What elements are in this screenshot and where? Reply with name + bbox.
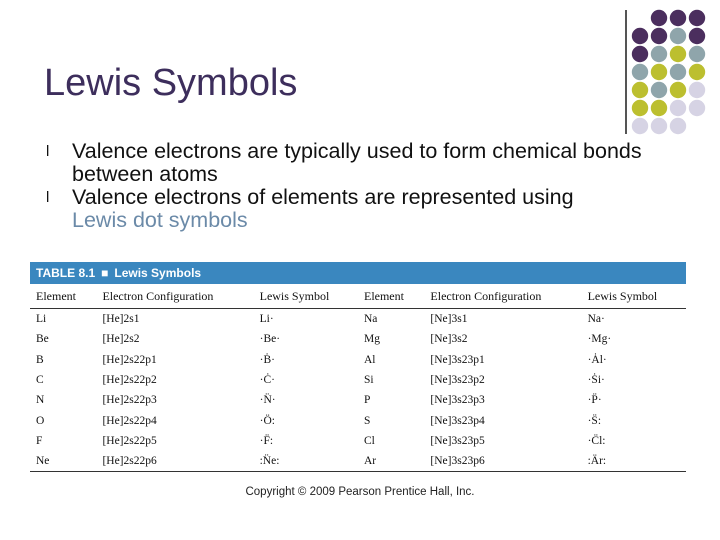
table-cell: [He]2s2 (102, 333, 140, 346)
table-cell: ·Ċ· (259, 374, 275, 387)
bullet-list (46, 140, 706, 232)
table-caption-separator: ■ (101, 266, 109, 280)
decorative-dot (651, 28, 667, 44)
decorative-dot (689, 82, 705, 98)
table-cell: [Ne]3s23p4 (430, 414, 485, 427)
decorative-dot (632, 82, 648, 98)
table-cell: ·Be· (259, 333, 281, 346)
table-cell: Al (363, 353, 376, 366)
decorative-dot (670, 46, 686, 62)
decorative-vertical-rule (625, 10, 627, 134)
column-header: Lewis Symbol (582, 284, 686, 309)
table-cell: Li (36, 313, 47, 326)
decorative-dot (689, 10, 705, 26)
decorative-dot (670, 28, 686, 44)
bullet-item (46, 186, 706, 232)
table-cell: ·P̈· (587, 394, 602, 407)
table-cell: :Är: (582, 451, 686, 472)
table-cell: [He]2s1 (102, 313, 140, 326)
table-cell: Na (363, 313, 378, 326)
table-cell: Cl (363, 434, 375, 447)
table-cell: O (36, 414, 45, 427)
copyright-notice: Copyright © 2009 Pearson Prentice Hall, Inc. (245, 486, 475, 498)
table-caption-label: TABLE 8.1 (36, 266, 96, 280)
table-row (30, 451, 686, 472)
table-cell: F (36, 434, 43, 447)
table-cell: N (36, 394, 45, 407)
table-cell: ·Ȧl· (587, 353, 607, 366)
table-row (30, 350, 686, 370)
decorative-dot (632, 46, 648, 62)
table-cell: ·C̈l: (587, 434, 606, 447)
table-cell: [Ne]3s23p3 (430, 394, 485, 407)
table-cell: Si (363, 374, 374, 387)
decorative-dot (632, 100, 648, 116)
table-cell: ·Ṡi· (587, 374, 605, 387)
decorative-dot (651, 10, 667, 26)
decorative-dot (651, 118, 667, 134)
table-cell: [He]2s22p2 (102, 374, 157, 387)
table-cell: [He]2s22p4 (102, 414, 157, 427)
table-cell: [Ne]3s23p5 (430, 434, 485, 447)
bullet-text-continuation: Lewis dot symbols (72, 208, 248, 232)
table-cell: [Ne]3s23p2 (430, 374, 485, 387)
table-cell: ·N̈· (259, 394, 276, 407)
decorative-dot (632, 28, 648, 44)
table-header-row (30, 284, 686, 309)
table-cell: [Ne]3s23p6 (424, 451, 581, 472)
table-cell: [He]2s22p6 (96, 451, 253, 472)
decorative-dot (651, 64, 667, 80)
decorative-dot (670, 82, 686, 98)
decorative-dot (670, 100, 686, 116)
table-cell: :N̈e: (254, 451, 358, 472)
slide-title: Lewis Symbols (44, 62, 298, 104)
table-cell: Ar (358, 451, 424, 472)
bullet-text: Valence electrons of elements are represented using (72, 185, 574, 209)
table-cell: B (36, 353, 44, 366)
table-row (30, 431, 686, 451)
table-row (30, 329, 686, 349)
bullet-text: Valence electrons are typically used to form chemical bonds between atoms (72, 139, 642, 186)
table-caption-bar (30, 262, 686, 284)
table-cell: Be (36, 333, 49, 346)
table-cell: [Ne]3s2 (430, 333, 468, 346)
table-cell: Li· (259, 313, 274, 326)
bullet-marker: l (46, 189, 50, 206)
bullet-item (46, 140, 706, 186)
bullet-marker: l (46, 143, 50, 160)
column-header: Lewis Symbol (254, 284, 358, 309)
decorative-dot (632, 64, 648, 80)
column-header: Element (358, 284, 424, 309)
table-cell: ·Ö: (259, 414, 275, 427)
table-row (30, 390, 686, 410)
decorative-dot (651, 46, 667, 62)
decorative-dot (651, 82, 667, 98)
table-cell: Mg (363, 333, 380, 346)
table-grid (30, 284, 686, 472)
table-cell: ·F̈: (259, 434, 274, 447)
table-row (30, 309, 686, 330)
decorative-dot (670, 118, 686, 134)
table-cell: [He]2s22p1 (102, 353, 157, 366)
table-row (30, 370, 686, 390)
decorative-dot (689, 64, 705, 80)
table-cell: Na· (587, 313, 605, 326)
table-cell: Ne (30, 451, 96, 472)
table-cell: C (36, 374, 44, 387)
column-header: Electron Configuration (96, 284, 253, 309)
decorative-dot (632, 118, 648, 134)
table-cell: ·Ḃ· (259, 353, 275, 366)
lewis-symbols-table (30, 262, 686, 472)
table-cell: ·Mg· (587, 333, 612, 346)
table-caption-title: Lewis Symbols (114, 266, 202, 280)
decorative-dot (689, 100, 705, 116)
column-header: Electron Configuration (424, 284, 581, 309)
table-cell: [Ne]3s23p1 (430, 353, 485, 366)
table-row (30, 410, 686, 430)
table-cell: P (363, 394, 371, 407)
table-cell: [He]2s22p5 (102, 434, 157, 447)
table-body (30, 309, 686, 472)
table-cell: [Ne]3s1 (430, 313, 468, 326)
decorative-dot (651, 100, 667, 116)
decorative-dot (689, 46, 705, 62)
table-cell: S (363, 414, 371, 427)
table-cell: ·S̈: (587, 414, 602, 427)
decorative-dot (670, 64, 686, 80)
decorative-dot (670, 10, 686, 26)
column-header: Element (30, 284, 96, 309)
decorative-dot (689, 28, 705, 44)
table-cell: [He]2s22p3 (102, 394, 157, 407)
